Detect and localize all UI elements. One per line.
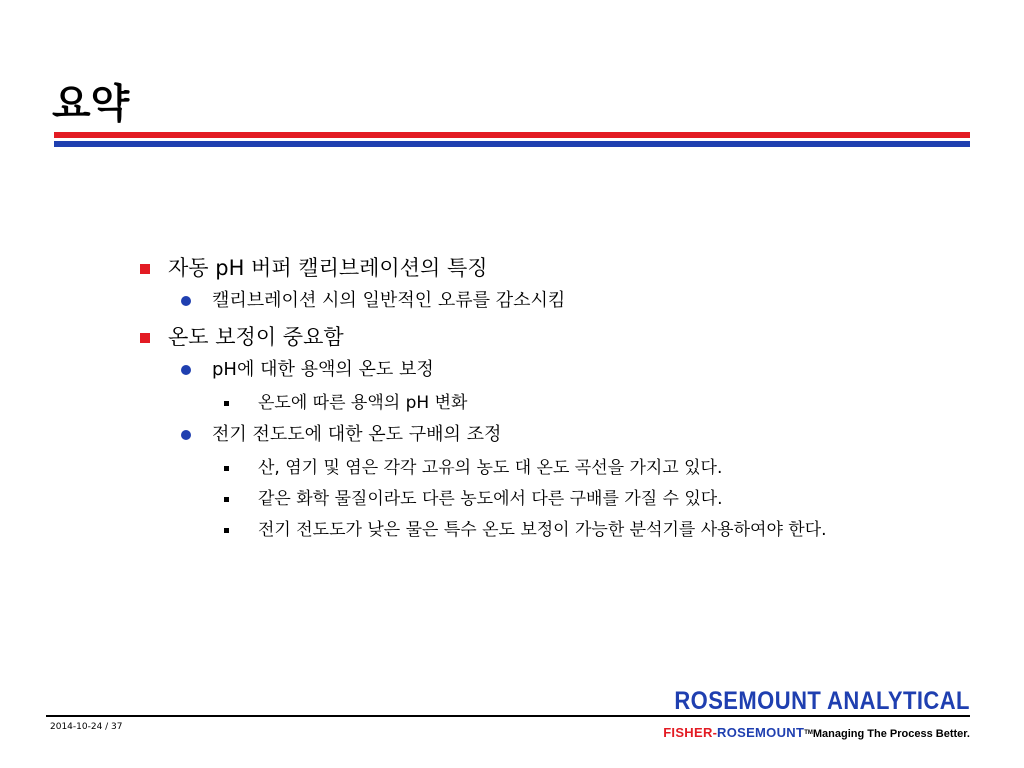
tagline-text: Managing The Process Better.: [812, 728, 970, 740]
small-square-bullet-icon: [224, 528, 229, 533]
bullet-text: 같은 화학 물질이라도 다른 농도에서 다른 구배를 가질 수 있다.: [258, 489, 723, 509]
header-red-rule: [54, 132, 970, 138]
bullet-text: 캘리브레이션 시의 일반적인 오류를 감소시킴: [212, 290, 566, 311]
logo-dash: -: [712, 725, 718, 740]
square-bullet-icon: [140, 264, 150, 274]
bullet-item: [181, 358, 940, 382]
rosemount-logo-text: ROSEMOUNT: [717, 725, 805, 740]
square-bullet-icon: [140, 333, 150, 343]
company-tagline: [663, 724, 970, 743]
bullet-item: [181, 423, 940, 447]
page-info: 2014-10-24 / 37: [50, 722, 123, 732]
bullet-list: [140, 254, 940, 550]
circle-bullet-icon: [181, 430, 191, 440]
bullet-item: [224, 519, 868, 541]
bullet-item: [181, 289, 940, 313]
bullet-item: [140, 323, 940, 351]
bullet-text: 온도 보정이 중요함: [168, 325, 344, 349]
circle-bullet-icon: [181, 365, 191, 375]
fisher-logo-text: FISHER: [663, 725, 713, 740]
header-blue-rule: [54, 141, 970, 147]
small-square-bullet-icon: [224, 466, 229, 471]
bullet-text: 전기 전도도가 낮은 물은 특수 온도 보정이 가능한 분석기를 사용하여야 한다.: [258, 520, 827, 540]
bullet-item: [140, 254, 940, 282]
trademark-mark: TM: [804, 730, 813, 736]
small-square-bullet-icon: [224, 497, 229, 502]
bullet-text: 전기 전도도에 대한 온도 구배의 조정: [212, 424, 502, 445]
bullet-text: 자동 pH 버퍼 캘리브레이션의 특징: [168, 256, 488, 280]
bullet-text: 온도에 따른 용액의 pH 변화: [258, 393, 468, 413]
small-square-bullet-icon: [224, 401, 229, 406]
bullet-text: pH에 대한 용액의 온도 보정: [212, 359, 434, 380]
brand-logo-text: ROSEMOUNT ANALYTICAL: [674, 687, 970, 715]
bullet-text: 산, 염기 및 염은 각각 고유의 농도 대 온도 곡선을 가지고 있다.: [258, 458, 723, 478]
slide-title: 요약: [52, 81, 130, 127]
circle-bullet-icon: [181, 296, 191, 306]
bullet-item: [224, 392, 940, 414]
bullet-item: [224, 457, 940, 479]
bullet-item: [224, 488, 940, 510]
